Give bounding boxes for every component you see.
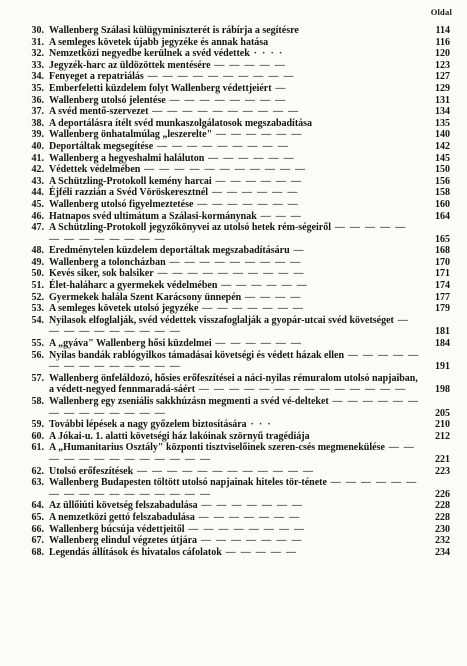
toc-entry bbox=[18, 268, 450, 280]
toc-entry bbox=[18, 106, 450, 118]
toc-entry-leader-dashes: — — — — — — — — — bbox=[153, 140, 290, 152]
toc-entry-title: A Jókai-u. 1. alatti követségi ház lakóinak szörnyű tragédiája bbox=[49, 430, 310, 442]
toc-entry-title: Emberfeletti küzdelem folyt Wallenberg védettjeiért bbox=[49, 82, 272, 94]
toc-entry-page-number: 232 bbox=[435, 535, 450, 547]
toc-entry-body bbox=[49, 350, 420, 373]
toc-entry bbox=[18, 466, 450, 478]
toc-entry-body bbox=[49, 292, 420, 304]
toc-entry-title: A „gyáva" Wallenberg hősi küzdelmei bbox=[49, 338, 212, 350]
toc-entry bbox=[18, 442, 450, 465]
toc-entry-number: 68. bbox=[31, 546, 44, 558]
toc-entry-page-number: 205 bbox=[435, 407, 450, 419]
toc-entry bbox=[18, 315, 450, 338]
toc-entry-number: 55. bbox=[31, 338, 44, 350]
toc-entry bbox=[18, 245, 450, 257]
toc-entry-title: További lépések a nagy győzelem biztosítására bbox=[49, 419, 247, 431]
toc-entry-title: Nyilasok elfoglalják, svéd védettek visszafoglalják a gyopár-utcai svéd követséget bbox=[49, 314, 394, 326]
toc-entry bbox=[18, 211, 450, 223]
toc-entry bbox=[18, 419, 450, 431]
toc-entry-title: Wallenberg Szálasi külügyminiszterét is rábírja a segítésre bbox=[49, 25, 299, 36]
toc-entry-title: Utolsó erőfeszítések bbox=[49, 465, 134, 477]
toc-entry-body bbox=[49, 257, 420, 269]
toc-entry-body bbox=[49, 268, 420, 280]
toc-entry bbox=[18, 37, 450, 49]
toc-entry-title: Nyilas bandák rablógyilkos támadásai követségi és védett házak ellen bbox=[49, 349, 345, 361]
toc-entry bbox=[18, 280, 450, 292]
toc-entry-page-number: 134 bbox=[435, 106, 450, 118]
toc-entry bbox=[18, 547, 450, 559]
toc-entry-body bbox=[49, 419, 420, 431]
toc-entry-number: 37. bbox=[31, 106, 44, 118]
toc-entry-title: Jegyzék-harc az üldözöttek mentésére bbox=[49, 59, 211, 71]
toc-entry-number: 42. bbox=[31, 164, 44, 176]
toc-entry-title: Wallenberg a hegyeshalmi haláluton bbox=[49, 152, 205, 164]
toc-entry-number: 66. bbox=[31, 523, 44, 535]
toc-entry-page-number: 210 bbox=[435, 419, 450, 431]
toc-entry-body bbox=[49, 524, 420, 536]
toc-entry-leader-dashes: — — — — — — bbox=[212, 129, 303, 141]
toc-entry-body bbox=[49, 303, 420, 315]
toc-entry-leader-dashes: — — — — — — — — — — — — — bbox=[49, 222, 407, 245]
toc-entry-number: 65. bbox=[31, 511, 44, 523]
toc-entry bbox=[18, 153, 450, 165]
toc-entry-leader-dashes: — — — — — — bbox=[217, 280, 309, 292]
toc-entry-number: 60. bbox=[31, 430, 44, 442]
toc-entry-title: A Schützling-Protokoll jegyzőkönyvei az utolsó hetek rém-ségeiről bbox=[49, 222, 332, 234]
toc-entry bbox=[18, 512, 450, 524]
toc-entry bbox=[18, 431, 450, 443]
toc-entry-body bbox=[49, 25, 420, 37]
toc-entry-title: Kevés siker, sok balsiker bbox=[49, 268, 154, 280]
toc-entry-title: A svéd mentő-szervezet bbox=[49, 106, 149, 118]
toc-entry-page-number: 135 bbox=[435, 117, 450, 129]
toc-entry-number: 67. bbox=[31, 535, 44, 547]
toc-entry-page-number: 120 bbox=[435, 48, 450, 60]
toc-entry-page-number: 145 bbox=[435, 152, 450, 164]
toc-entry bbox=[18, 535, 450, 547]
toc-entry-body bbox=[49, 535, 420, 547]
toc-entry-body bbox=[49, 199, 420, 211]
toc-entry-body bbox=[49, 245, 420, 257]
toc-entry-leader-dashes: — — — — — — bbox=[204, 152, 295, 164]
toc-entry-title: Legendás állítások és hivatalos cáfolatok bbox=[49, 546, 222, 558]
toc-entry-title: Deportáltak megsegítése bbox=[49, 140, 154, 152]
toc-entry-body bbox=[49, 431, 420, 443]
toc-entry-leader-dashes: — — — — — — — — bbox=[184, 523, 306, 535]
toc-entry-number: 45. bbox=[31, 198, 44, 210]
toc-entry-leader-dashes: — — — — — bbox=[221, 546, 298, 558]
toc-entry-number: 53. bbox=[31, 303, 44, 315]
toc-entry-body bbox=[49, 164, 420, 176]
toc-entry bbox=[18, 396, 450, 419]
toc-entry-number: 30. bbox=[31, 25, 44, 36]
toc-entry-body bbox=[49, 187, 420, 199]
toc-entry-body bbox=[49, 211, 420, 223]
toc-entry-page-number: 116 bbox=[435, 36, 450, 48]
toc-entry bbox=[18, 199, 450, 211]
toc-entry-number: 51. bbox=[31, 280, 44, 292]
toc-entry bbox=[18, 187, 450, 199]
toc-entry-body bbox=[49, 315, 420, 338]
toc-entry bbox=[18, 350, 450, 373]
toc-entry bbox=[18, 118, 450, 130]
toc-entry-leader-dashes: · · · bbox=[246, 419, 272, 431]
toc-entry-title: Wallenberg önhatalmúlag „leszerelte" bbox=[49, 129, 213, 141]
toc-entry bbox=[18, 524, 450, 536]
toc-entry-leader-dashes: — — — — — — bbox=[211, 338, 303, 350]
toc-entry-title: Wallenberg önfeláldozó, hősies erőfeszítései a náci-nyilas rémuralom utolsó napjaiban, a védett-negyed fennmaradá-sáért bbox=[49, 372, 418, 396]
toc-entry-leader-dashes: — — — — — — bbox=[211, 175, 303, 187]
toc-entry-title: Eredménytelen küzdelem deportáltak megszabadításáru bbox=[49, 245, 290, 257]
toc-entry-number: 40. bbox=[31, 140, 44, 152]
toc-entry-title: Wallenberg a toloncházban bbox=[49, 256, 166, 268]
toc-entry-leader-dashes: — — — — — — — bbox=[197, 500, 304, 512]
toc-entry-body bbox=[49, 547, 420, 559]
toc-entry-title: Nemzetközi negyedbe kerülnek a svéd védettek bbox=[49, 48, 250, 60]
toc-entry-body bbox=[49, 512, 420, 524]
toc-entry-page-number: 156 bbox=[435, 175, 450, 187]
toc-entry-number: 33. bbox=[31, 59, 44, 71]
toc-entry-leader-dashes: — — — — — — — — — — — — bbox=[133, 465, 315, 477]
table-of-contents bbox=[18, 25, 450, 558]
toc-entry bbox=[18, 129, 450, 141]
toc-entry-title: Gyermekek halála Szent Karácsony ünnepén bbox=[49, 291, 242, 303]
toc-entry-leader-dashes: — — — — — — — — — — — — — — — — — bbox=[49, 477, 418, 500]
toc-entry-number: 44. bbox=[31, 187, 44, 199]
toc-entry-number: 35. bbox=[31, 82, 44, 94]
toc-entry-number: 34. bbox=[31, 71, 44, 83]
toc-entry-number: 48. bbox=[31, 245, 44, 257]
toc-entry-title: Védettek védelmében bbox=[49, 164, 141, 176]
toc-entry-number: 59. bbox=[31, 419, 44, 431]
toc-entry-leader-dashes: — — — — — bbox=[210, 59, 287, 71]
toc-entry-number: 41. bbox=[31, 152, 44, 164]
toc-entry-number: 63. bbox=[31, 477, 44, 489]
toc-entry-leader-dashes: — — — — — — bbox=[208, 187, 299, 199]
toc-entry-title: Wallenberg egy zseniális sakkhúzásn megmenti a svéd vé-delteket bbox=[49, 396, 329, 407]
toc-entry-title: A „Humanitarius Osztály" központi tisztviselőinek szeren-csés megmenekülése bbox=[49, 442, 385, 454]
toc-entry-page-number: 158 bbox=[435, 187, 450, 199]
toc-entry-leader-dashes: — — — — — — — — — — — — — — bbox=[195, 384, 407, 396]
toc-entry-leader-dashes: — — — — — — — — — — — — — bbox=[49, 442, 416, 465]
toc-entry-number: 49. bbox=[31, 256, 44, 268]
toc-entry bbox=[18, 95, 450, 107]
toc-entry-leader-dashes: — — — — — — — — — — — bbox=[140, 164, 307, 176]
toc-entry-page-number: 127 bbox=[435, 71, 450, 83]
toc-entry-number: 47. bbox=[31, 222, 44, 234]
toc-entry bbox=[18, 477, 450, 500]
toc-entry-page-number: 226 bbox=[435, 488, 450, 500]
toc-entry bbox=[18, 83, 450, 95]
toc-entry-body bbox=[49, 338, 420, 350]
toc-entry-page-number: 191 bbox=[435, 361, 450, 373]
toc-entry-number: 32. bbox=[31, 48, 44, 60]
toc-entry bbox=[18, 500, 450, 512]
toc-entry-body bbox=[49, 83, 420, 95]
toc-entry-number: 46. bbox=[31, 210, 44, 222]
toc-entry-page-number: 171 bbox=[435, 268, 450, 280]
toc-entry-body bbox=[49, 48, 420, 60]
toc-entry-number: 31. bbox=[31, 36, 44, 48]
toc-entry-body bbox=[49, 500, 420, 512]
toc-entry bbox=[18, 257, 450, 269]
toc-entry-page-number: 160 bbox=[435, 198, 450, 210]
toc-entry-number: 58. bbox=[31, 396, 44, 407]
toc-entry-title: Wallenberg búcsúja védettjeitől bbox=[49, 523, 185, 535]
toc-entry-leader-dashes: — — — — — — — bbox=[198, 303, 305, 315]
toc-entry-leader-dashes: — — — — — — — — bbox=[165, 94, 287, 106]
toc-entry-page-number: 129 bbox=[435, 82, 450, 94]
toc-entry-title: Az üllőiúti követség felszabadulása bbox=[49, 500, 198, 512]
toc-entry-number: 36. bbox=[31, 94, 44, 106]
toc-entry-leader-dashes: — — — — — — — — — — bbox=[148, 106, 300, 118]
toc-entry-title: A Schützling-Protokoll kemény harcai bbox=[49, 175, 212, 187]
toc-entry-title: Éjféli razzián a Svéd Vöröskeresztnél bbox=[49, 187, 209, 199]
toc-entry-page-number: 177 bbox=[435, 291, 450, 303]
toc-entry-page-number: 181 bbox=[435, 326, 450, 338]
toc-entry-page-number: 142 bbox=[435, 140, 450, 152]
toc-entry-number: 50. bbox=[31, 268, 44, 280]
toc-entry-body bbox=[49, 129, 420, 141]
toc-entry-leader-dashes: — — — bbox=[256, 210, 303, 222]
toc-entry-leader-dashes: — — — — — — — — — — — — — — bbox=[49, 349, 420, 373]
toc-entry-body bbox=[49, 373, 420, 396]
toc-entry-leader-dashes: — bbox=[271, 82, 287, 94]
toc-entry-number: 54. bbox=[31, 314, 44, 326]
toc-entry-page-number: 174 bbox=[435, 280, 450, 292]
toc-entry-title: Wallenberg utolsó figyelmeztetése bbox=[49, 198, 194, 210]
toc-entry bbox=[18, 176, 450, 188]
toc-entry-body bbox=[49, 176, 420, 188]
toc-entry-leader-dashes: — — — — — — — — — — bbox=[153, 268, 305, 280]
toc-entry bbox=[18, 373, 450, 396]
toc-entry-body bbox=[49, 466, 420, 478]
toc-entry-page-number: 165 bbox=[435, 233, 450, 245]
page-column-header: Oldal bbox=[430, 7, 452, 17]
toc-entry-number: 62. bbox=[31, 465, 44, 477]
toc-entry-body bbox=[49, 95, 420, 107]
toc-entry-leader-dashes: — — — — — — — — — — — — — — bbox=[49, 396, 420, 419]
toc-entry bbox=[18, 303, 450, 315]
toc-entry-body bbox=[49, 37, 420, 49]
toc-entry-number: 64. bbox=[31, 500, 44, 512]
toc-entry-title: A deportálásra ítélt svéd munkaszolgálatosok megszabadítása bbox=[49, 117, 313, 129]
toc-entry-title: Hatnapos svéd ultimátum a Szálasi-kormánynak bbox=[49, 210, 257, 222]
toc-entry bbox=[18, 164, 450, 176]
toc-entry-page-number: 114 bbox=[435, 25, 450, 36]
toc-entry-page-number: 123 bbox=[435, 59, 450, 71]
toc-entry-title: Wallenberg utolsó jelentése bbox=[49, 94, 166, 106]
toc-entry bbox=[18, 71, 450, 83]
toc-entry-page-number: 164 bbox=[435, 210, 450, 222]
toc-entry-body bbox=[49, 118, 420, 130]
toc-entry-page-number: 168 bbox=[435, 245, 450, 257]
toc-entry-page-number: 228 bbox=[435, 511, 450, 523]
toc-entry bbox=[18, 141, 450, 153]
toc-entry-body bbox=[49, 396, 420, 419]
toc-entry-page-number: 221 bbox=[435, 453, 450, 465]
toc-entry-number: 56. bbox=[31, 349, 44, 361]
toc-entry-body bbox=[49, 60, 420, 72]
toc-entry-body bbox=[49, 442, 420, 465]
toc-entry-title: A semleges követek újabb jegyzéke és annak hatása bbox=[49, 36, 269, 48]
toc-entry bbox=[18, 338, 450, 350]
toc-entry-page-number: 184 bbox=[435, 338, 450, 350]
toc-entry-page-number: 179 bbox=[435, 303, 450, 315]
toc-entry bbox=[18, 25, 450, 37]
toc-entry-page-number: 170 bbox=[435, 256, 450, 268]
toc-entry-number: 38. bbox=[31, 117, 44, 129]
toc-entry-title: Wallenberg Budapesten töltött utolsó napjainak hiteles tör-ténete bbox=[49, 477, 327, 489]
toc-entry-leader-dashes: — — — — — — — — — bbox=[165, 256, 302, 268]
toc-entry-body bbox=[49, 477, 420, 500]
toc-entry-body bbox=[49, 222, 420, 245]
toc-entry-title: Élet-haláharc a gyermekek védelmében bbox=[49, 280, 218, 292]
toc-entry-body bbox=[49, 71, 420, 83]
toc-entry-page-number: 228 bbox=[435, 500, 450, 512]
toc-entry-body bbox=[49, 153, 420, 165]
toc-entry-page-number: 230 bbox=[435, 523, 450, 535]
toc-entry-page-number: 198 bbox=[435, 384, 450, 396]
toc-entry-leader-dashes: — — — — — — — — — — bbox=[49, 314, 409, 338]
toc-entry-number: 61. bbox=[31, 442, 44, 454]
toc-entry bbox=[18, 292, 450, 304]
toc-entry-title: A nemzetközi gettó felszabadulása bbox=[49, 511, 195, 523]
toc-entry-leader-dashes: — — — — — — — — — — bbox=[143, 71, 295, 83]
toc-entry-page-number: 131 bbox=[435, 94, 450, 106]
toc-entry-body bbox=[49, 106, 420, 118]
toc-entry-leader-dashes: — — — — — — — bbox=[197, 535, 303, 547]
toc-entry-leader-dashes: — — — — — — — bbox=[193, 198, 300, 210]
toc-entry-body bbox=[49, 141, 420, 153]
toc-entry-page-number: 234 bbox=[435, 546, 450, 558]
toc-entry-leader-dashes: · · · · bbox=[249, 48, 284, 60]
toc-entry bbox=[18, 60, 450, 72]
toc-entry-number: 43. bbox=[31, 175, 44, 187]
toc-entry-leader-dashes: — — — — — — — bbox=[194, 511, 301, 523]
toc-entry-number: 57. bbox=[31, 372, 44, 384]
toc-entry-title: Wallenberg elindul végzetes útjára bbox=[49, 535, 198, 547]
toc-entry-page-number: 223 bbox=[435, 465, 450, 477]
toc-entry-number: 52. bbox=[31, 291, 44, 303]
toc-entry bbox=[18, 48, 450, 60]
toc-entry-title: Fenyeget a repatriálás bbox=[49, 71, 144, 83]
toc-entry-body bbox=[49, 280, 420, 292]
toc-entry-title: A semleges követek utolsó jegyzéke bbox=[49, 303, 199, 315]
toc-entry bbox=[18, 222, 450, 245]
toc-entry-leader-dashes: — bbox=[289, 245, 305, 257]
toc-entry-page-number: 212 bbox=[435, 430, 450, 442]
toc-entry-leader-dashes: — — — — bbox=[241, 291, 302, 303]
toc-entry-page-number: 150 bbox=[435, 164, 450, 176]
toc-entry-number: 39. bbox=[31, 129, 44, 141]
toc-entry-page-number: 140 bbox=[435, 129, 450, 141]
